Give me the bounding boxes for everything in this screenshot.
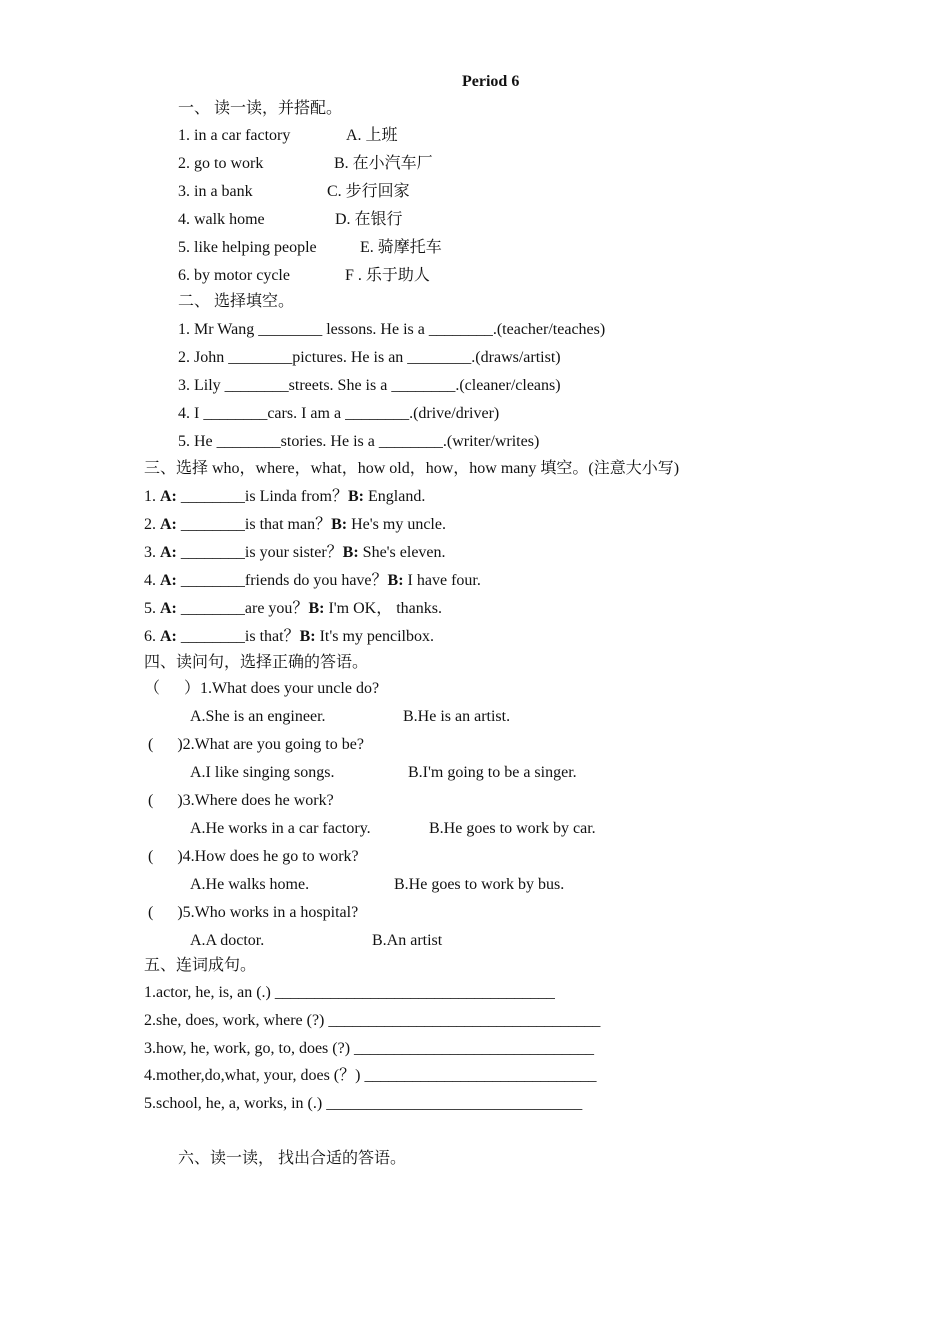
speaker-a-label: A: xyxy=(160,516,177,533)
fill-item: 4. I ________cars. I am a ________.(drive/driver) xyxy=(178,405,500,422)
dialog-answer: She's eleven. xyxy=(358,544,446,561)
dialog-question: ________is Linda from？ xyxy=(176,488,348,505)
dialog-answer: It's my pencilbox. xyxy=(315,628,434,645)
speaker-b-label: B: xyxy=(331,516,348,533)
match-item-cn: A. 上班 xyxy=(346,127,398,144)
section-4-heading: 四、读问句，选择正确的答语。 xyxy=(144,654,369,671)
dialog-number: 1. xyxy=(144,488,156,505)
match-item-cn: F . 乐于助人 xyxy=(345,267,430,284)
dialog-item xyxy=(144,571,481,591)
choice-question: （ ）1.What does your uncle do? xyxy=(144,680,380,697)
dialog-question: ________friends do you have？ xyxy=(176,572,388,589)
dialog-item xyxy=(144,599,442,619)
sentence-item: 5.school, he, a, works, in (.) ________________________________ xyxy=(144,1095,583,1112)
section-1-heading: 一、 读一读，并搭配。 xyxy=(178,100,343,117)
choice-question: ( )3.Where does he work? xyxy=(144,792,334,809)
choice-option-b: B.He is an artist. xyxy=(403,708,511,725)
match-item-cn: E. 骑摩托车 xyxy=(360,239,442,256)
section-2-heading: 二、 选择填空。 xyxy=(178,293,295,310)
dialog-answer: I'm OK， thanks. xyxy=(324,600,442,617)
fill-item: 3. Lily ________streets. She is a ________.(cleaner/cleans) xyxy=(178,377,561,394)
choice-option-a: A.He works in a car factory. xyxy=(190,820,371,837)
section-6-heading: 六、读一读， 找出合适的答语。 xyxy=(178,1150,407,1167)
speaker-a-label: A: xyxy=(160,600,177,617)
dialog-question: ________are you？ xyxy=(176,600,309,617)
dialog-item xyxy=(144,627,434,647)
sentence-item: 1.actor, he, is, an (.) ___________________________________ xyxy=(144,984,555,1001)
match-item-cn: C. 步行回家 xyxy=(327,183,410,200)
match-item-en: 6. by motor cycle xyxy=(178,267,290,284)
speaker-a-label: A: xyxy=(160,544,177,561)
choice-option-b: B.I'm going to be a singer. xyxy=(408,764,577,781)
choice-option-a: A.She is an engineer. xyxy=(190,708,326,725)
match-item-en: 3. in a bank xyxy=(178,183,253,200)
section-3-heading: 三、选择 who，where，what，how old，how，how many 填空。(注意大小写) xyxy=(144,460,680,477)
speaker-b-label: B: xyxy=(342,544,359,561)
sentence-item: 3.how, he, work, go, to, does (?) ______________________________ xyxy=(144,1040,595,1057)
speaker-a-label: A: xyxy=(160,572,177,589)
dialog-answer: England. xyxy=(364,488,426,505)
choice-option-a: A.He walks home. xyxy=(190,876,310,893)
choice-option-a: A.A doctor. xyxy=(190,932,265,949)
sentence-item: 4.mother,do,what, your, does (？) _____________________________ xyxy=(144,1067,597,1084)
choice-question: ( )4.How does he go to work? xyxy=(144,848,359,865)
dialog-number: 2. xyxy=(144,516,156,533)
page-title: Period 6 xyxy=(462,73,520,90)
choice-option-b: B.An artist xyxy=(372,932,443,949)
match-item-en: 4. walk home xyxy=(178,211,265,228)
fill-item: 5. He ________stories. He is a ________.(writer/writes) xyxy=(178,433,540,450)
match-item-en: 5. like helping people xyxy=(178,239,317,256)
choice-question: ( )5.Who works in a hospital? xyxy=(144,904,359,921)
dialog-item xyxy=(144,487,425,507)
dialog-number: 4. xyxy=(144,572,156,589)
fill-item: 2. John ________pictures. He is an ________.(draws/artist) xyxy=(178,349,561,366)
match-item-cn: D. 在银行 xyxy=(335,211,403,228)
dialog-number: 6. xyxy=(144,628,156,645)
match-item-cn: B. 在小汽车厂 xyxy=(334,155,433,172)
speaker-b-label: B: xyxy=(308,600,325,617)
speaker-b-label: B: xyxy=(387,572,404,589)
choice-question: ( )2.What are you going to be? xyxy=(144,736,364,753)
match-item-en: 2. go to work xyxy=(178,155,264,172)
dialog-item xyxy=(144,543,446,563)
dialog-question: ________is that？ xyxy=(176,628,300,645)
dialog-answer: I have four. xyxy=(403,572,481,589)
dialog-item xyxy=(144,515,446,535)
speaker-b-label: B: xyxy=(299,628,316,645)
speaker-b-label: B: xyxy=(348,488,364,505)
choice-option-b: B.He goes to work by car. xyxy=(429,820,596,837)
choice-option-b: B.He goes to work by bus. xyxy=(394,876,565,893)
dialog-question: ________is your sister？ xyxy=(176,544,343,561)
fill-item: 1. Mr Wang ________ lessons. He is a ________.(teacher/teaches) xyxy=(178,321,606,338)
sentence-item: 2.she, does, work, where (?) __________________________________ xyxy=(144,1012,601,1029)
dialog-question: ________is that man？ xyxy=(176,516,332,533)
speaker-a-label: A: xyxy=(160,488,177,505)
choice-option-a: A.I like singing songs. xyxy=(190,764,335,781)
match-item-en: 1. in a car factory xyxy=(178,127,291,144)
dialog-number: 5. xyxy=(144,600,156,617)
section-5-heading: 五、连词成句。 xyxy=(144,957,257,974)
speaker-a-label: A: xyxy=(160,628,177,645)
dialog-answer: He's my uncle. xyxy=(347,516,446,533)
dialog-number: 3. xyxy=(144,544,156,561)
